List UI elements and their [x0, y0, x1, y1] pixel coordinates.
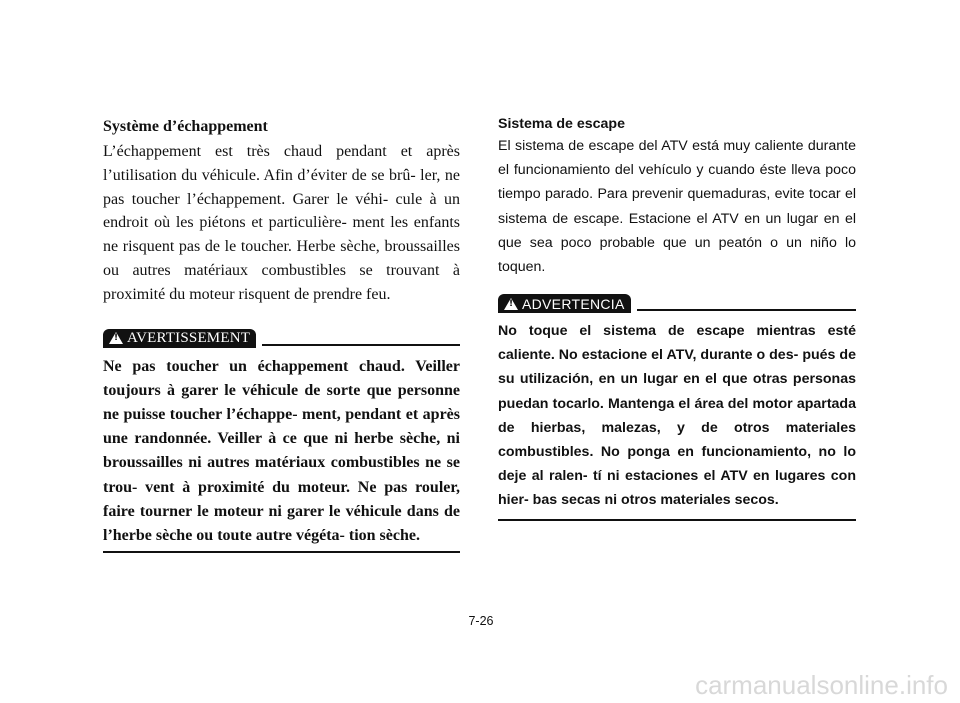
spanish-section-title: Sistema de escape — [498, 116, 625, 132]
page-number: 7-26 — [468, 614, 494, 628]
french-warning-badge — [103, 329, 256, 348]
spanish-column — [498, 114, 856, 521]
watermark: carmanualsonline.info — [695, 670, 948, 700]
warning-triangle-icon — [109, 332, 123, 344]
french-end-rule — [103, 551, 460, 553]
french-warning-label: AVERTISSEMENT — [127, 329, 251, 346]
spanish-warning-header — [498, 294, 856, 313]
french-section-title: Système d’échappement — [103, 118, 268, 135]
warning-triangle-icon — [504, 298, 518, 310]
french-body-text: L’échappement est très chaud pendant et après l’utilisation du véhicule. Afin d’éviter de se brû- ler, ne pas toucher l’échappement. Garer le véhi- cule à un endroit où les piétons et particulière- ment les enfants ne risquent pas de le toucher. Herbe sèche, broussailles ou autres matériaux combustibles se trouvant à proximité du moteur risquent de prendre feu. — [103, 143, 460, 303]
french-column — [103, 114, 460, 553]
french-warning-text: Ne pas toucher un échappement chaud. Veiller toujours à garer le véhicule de sorte que personne ne puisse toucher l’échappe- ment, pendant et après une randonnée. Veiller à ce que ni herbe sèche, ni broussailles ni autres matériaux combustibles ne se trou- vent à proximité du moteur. Ne pas rouler, faire tourner le moteur ni garer le véhicule dans de l’herbe sèche ou toute autre végéta- tion sèche. — [103, 357, 460, 544]
french-warning-header — [103, 329, 460, 348]
spanish-warning-label: ADVERTENCIA — [522, 295, 625, 312]
french-warning-rule — [262, 344, 460, 346]
spanish-warning-text: No toque el sistema de escape mientras esté caliente. No estacione el ATV, durante o des- pués de su utilización, en un lugar en el que otras personas puedan tocarlo. Mantenga el área del motor apartada de hierbas, malezas, y de otros materiales combustibles. No ponga en funcionamiento, no lo deje al ralen- tí ni estaciones el ATV en lugares con hier- bas secas ni otros materiales secos. — [498, 323, 856, 508]
spanish-body-text: El sistema de escape del ATV está muy caliente durante el funcionamiento del vehículo y cuando éste lleva poco tiempo parado. Para prevenir quemaduras, evite tocar el sistema de escape. Estacione el ATV en un lugar en el que sea poco probable que un peatón o un niño lo toquen. — [498, 138, 856, 276]
spanish-warning-badge — [498, 294, 631, 313]
spanish-warning-rule — [637, 309, 856, 311]
spanish-end-rule — [498, 519, 856, 521]
